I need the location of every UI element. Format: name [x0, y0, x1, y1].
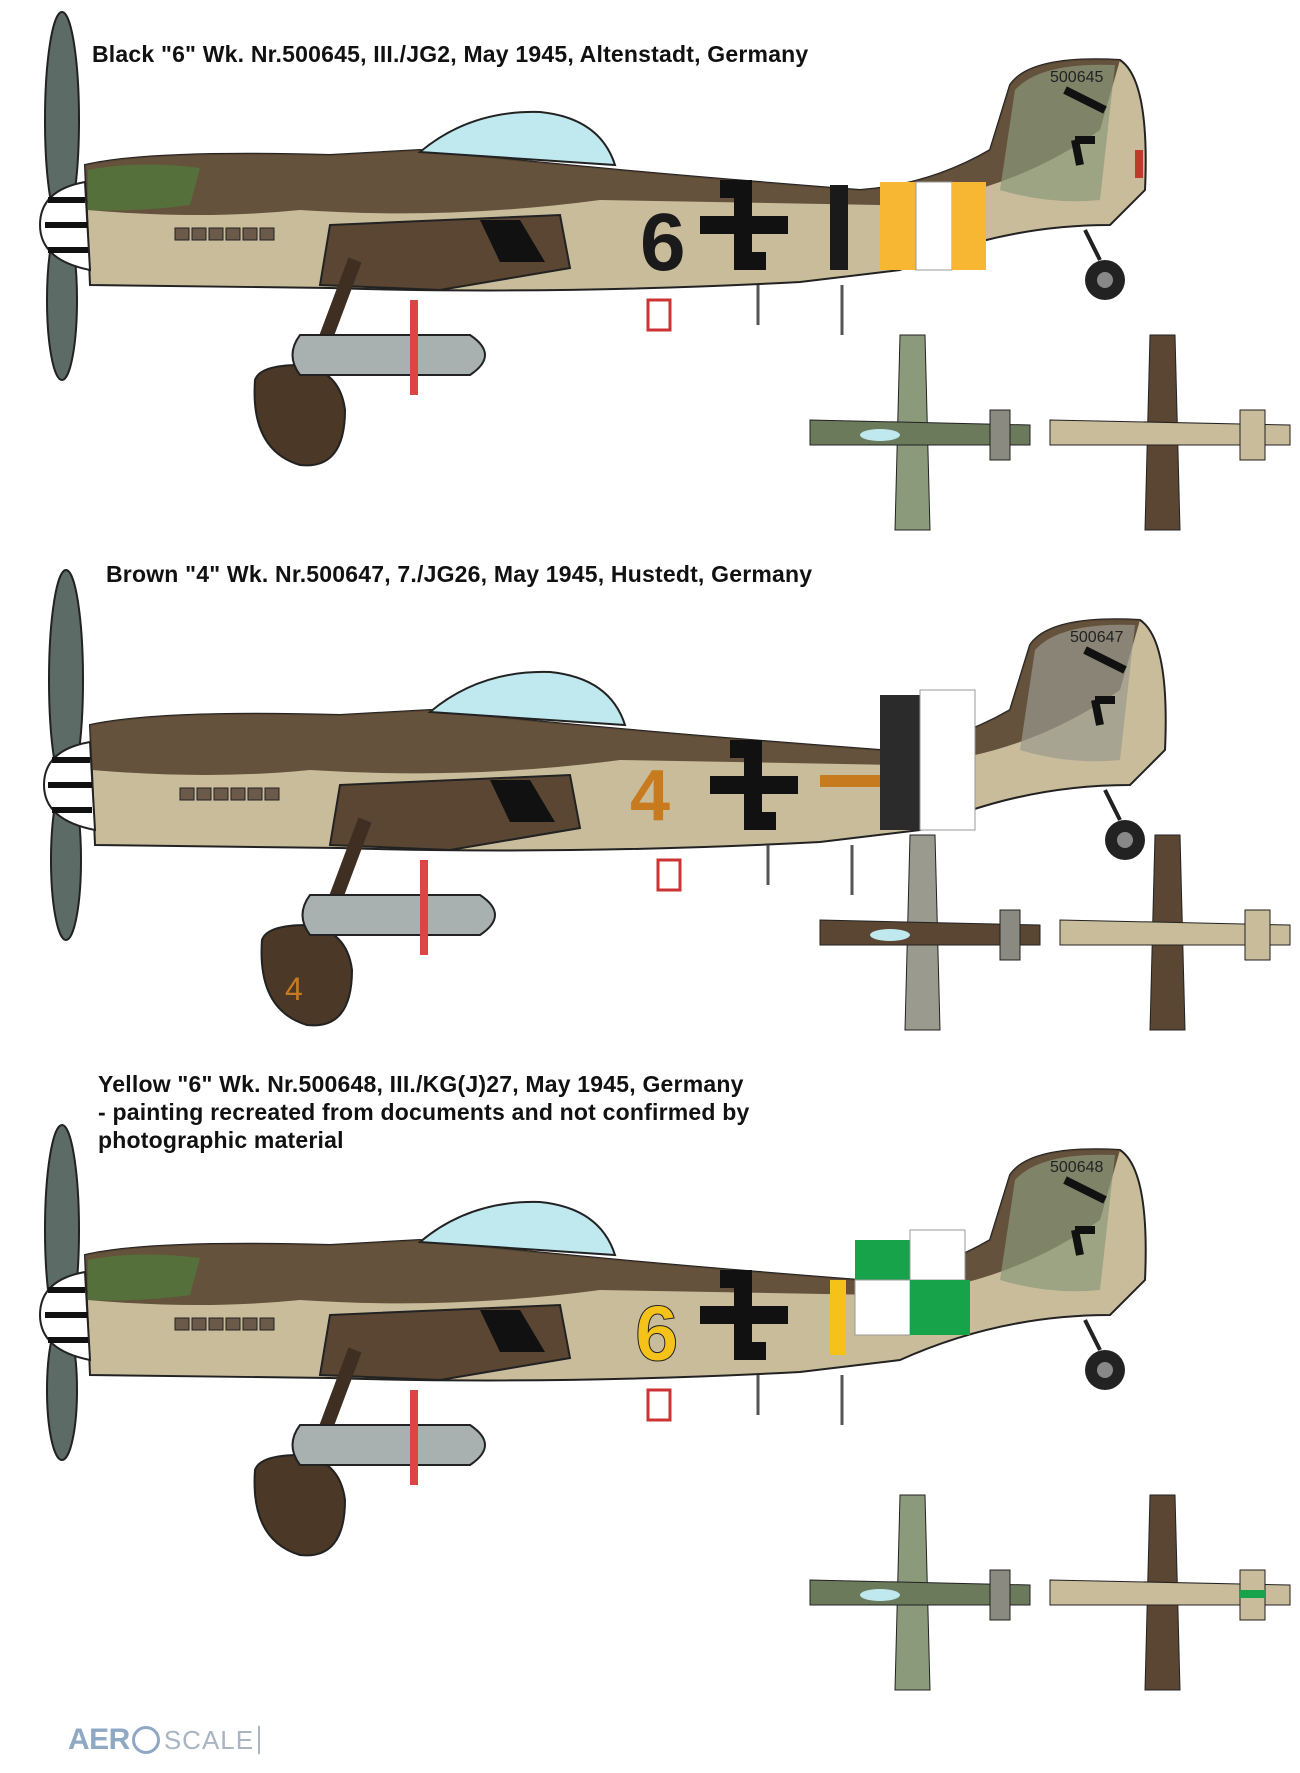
profile-3-caption-line: - painting recreated from documents and not confirmed by: [98, 1099, 750, 1125]
profile-2-bottom-view: [1050, 830, 1300, 1050]
antenna-post: [410, 300, 418, 395]
profile-2-caption-line: Brown "4" Wk. Nr.500647, 7./JG26, May 1945, Hustedt, Germany: [106, 561, 813, 587]
fuselage-band: [880, 695, 920, 830]
fuselage-bar: [830, 185, 848, 270]
profile-3-caption-line: Yellow "6" Wk. Nr.500648, III./KG(J)27, May 1945, Germany: [98, 1071, 744, 1097]
fuselage-band: [920, 690, 975, 830]
logo-circle-icon: [132, 1726, 160, 1754]
main-wheel: [262, 925, 352, 1025]
aeroscale-logo: [68, 1720, 260, 1760]
fuselage-number: 6: [635, 1289, 679, 1377]
fuselage-band: [855, 1240, 910, 1280]
camouflage-green: [88, 1254, 200, 1300]
logo-divider: [258, 1726, 260, 1754]
wheel-number: 4: [285, 971, 303, 1007]
antenna-post: [410, 1390, 418, 1485]
fuselage-band: [910, 1230, 965, 1280]
drop-tank: [293, 1425, 486, 1465]
fuselage-band: [855, 1280, 910, 1335]
logo-scale-text: SCALE: [163, 1724, 255, 1755]
fuselage-band: [952, 182, 986, 270]
profile-3-bottom-view: [1040, 1490, 1300, 1710]
main-wheel: [255, 365, 345, 465]
profile-2: [0, 560, 1300, 1120]
logo-aero-text: AER: [68, 1723, 130, 1756]
antenna-post: [420, 860, 428, 955]
fuselage-number: 6: [640, 197, 686, 288]
profile-3: [0, 1071, 1300, 1680]
tail-serial: 500648: [1050, 1159, 1104, 1176]
fuselage-bar: [830, 1280, 846, 1355]
main-wheel: [255, 1455, 345, 1555]
fuselage-number: 4: [630, 756, 671, 836]
profile-2-top-view: [810, 830, 1050, 1050]
profile-3-caption-line: photographic material: [98, 1127, 344, 1153]
profile-1-bottom-view: [1040, 330, 1300, 550]
camouflage-green: [88, 164, 200, 210]
tail-serial: 500645: [1050, 69, 1104, 86]
profile-1-top-view: [800, 330, 1040, 550]
drop-tank: [303, 895, 496, 935]
fuselage-band: [916, 182, 952, 270]
profile-1: [0, 0, 1300, 560]
fuselage-band: [880, 182, 916, 270]
profile-3-top-view: [800, 1490, 1040, 1710]
drop-tank: [293, 335, 486, 375]
profile-1-caption-line: Black "6" Wk. Nr.500645, III./JG2, May 1945, Altenstadt, Germany: [92, 41, 809, 67]
tail-serial: 500647: [1070, 629, 1124, 646]
fuselage-band: [910, 1280, 970, 1335]
camouflage-upper: [90, 619, 1140, 775]
